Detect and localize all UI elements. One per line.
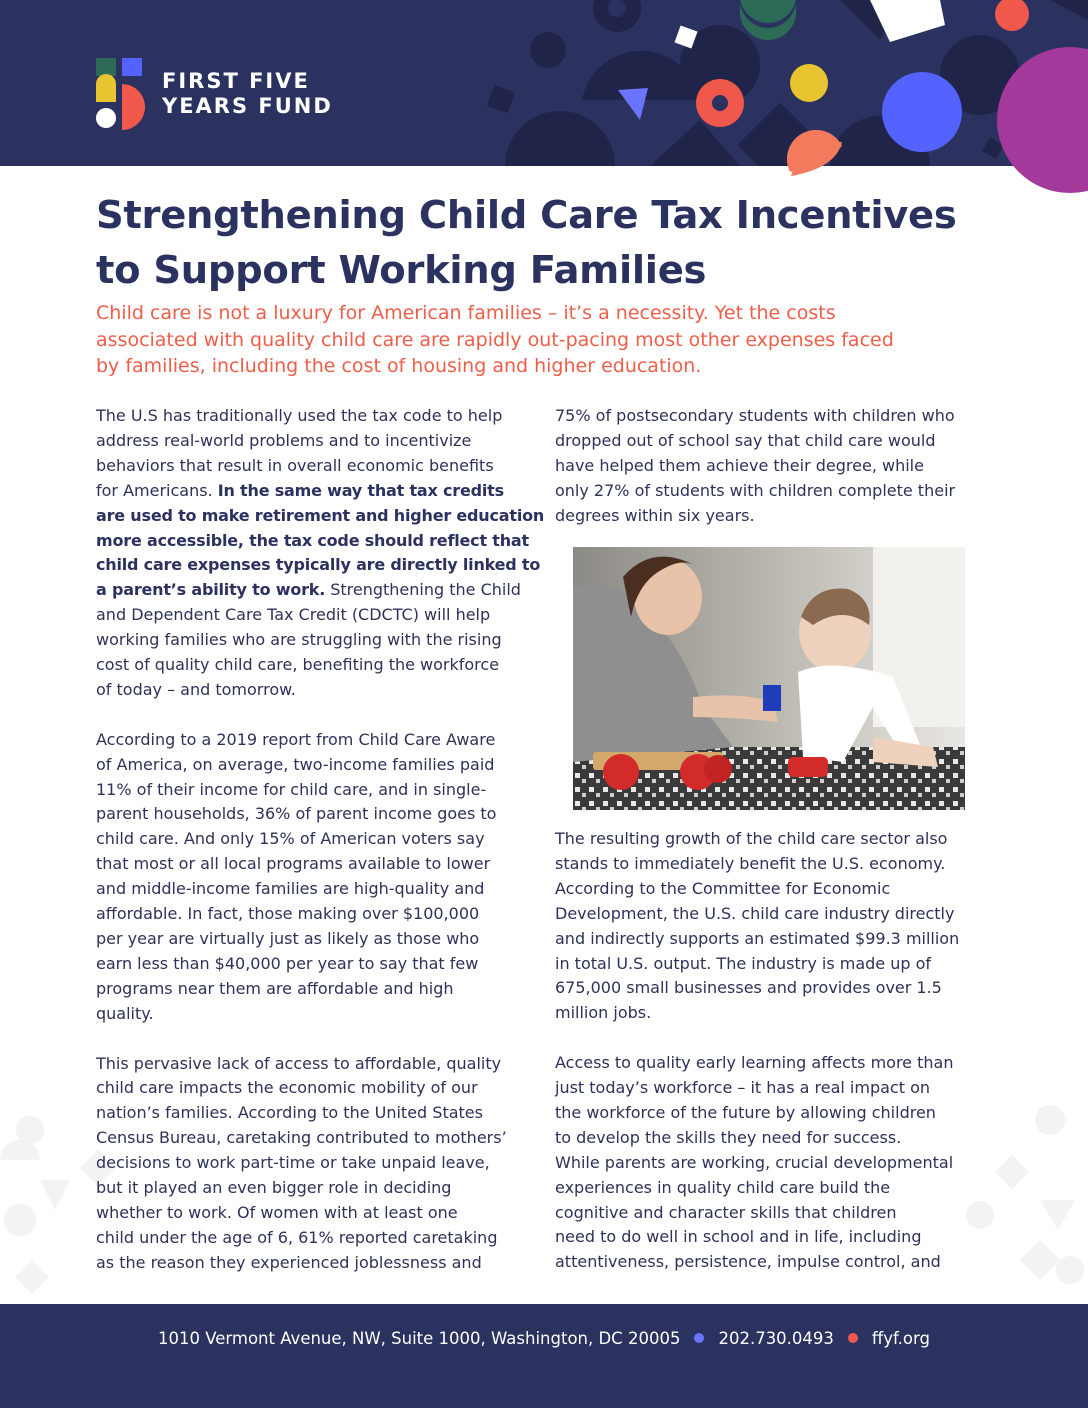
text-line [96, 529, 536, 554]
text-line: stands to immediately benefit the U.S. economy. [555, 853, 946, 873]
text-line: cognitive and character skills that children [555, 1202, 897, 1222]
text-line: million jobs. [555, 1003, 652, 1023]
bold-text: are used to make retirement and higher education [96, 505, 545, 525]
separator-dot-icon [694, 1333, 704, 1343]
text-line [96, 479, 536, 504]
text-line: This pervasive lack of access to affordable, quality [96, 1053, 502, 1073]
left-column [96, 404, 545, 1276]
text-line: and Dependent Care Tax Credit (CDCTC) will help [96, 605, 491, 625]
logo-text-line1: FIRST FIVE [162, 69, 310, 93]
text-line: behaviors that result in overall economic benefits [96, 455, 494, 475]
text-line [96, 578, 536, 603]
subtitle-line3: by families, including the cost of housing and higher education. [96, 355, 702, 377]
bold-text: a parent’s ability to work. [96, 580, 326, 600]
page-title [96, 188, 1016, 298]
text-line: but it played an even bigger role in deciding [96, 1178, 452, 1198]
footer-website-link[interactable]: ffyf.org [871, 1329, 930, 1348]
text-line: parent households, 36% of parent income goes to [96, 804, 497, 824]
text-line: dropped out of school say that child care would [555, 430, 936, 450]
text-line: address real-world problems and to incentivize [96, 430, 472, 450]
bold-text: more accessible, the tax code should reflect that [96, 530, 529, 550]
text-line: child care impacts the economic mobility of our [96, 1078, 478, 1098]
separator-dot-icon [848, 1333, 858, 1343]
text-line: Access to quality early learning affects more than [555, 1053, 954, 1073]
mother-and-baby-photo [573, 547, 965, 810]
text-line: have helped them achieve their degree, while [555, 455, 924, 475]
logo-mark-icon [96, 58, 148, 130]
text-line: working families who are struggling with the rising [96, 630, 502, 650]
bold-text: child care expenses typically are directly linked to [96, 555, 541, 575]
text-line: child under the age of 6, 61% reported caretaking [96, 1227, 498, 1247]
right-column-top [555, 404, 995, 529]
text-line: cost of quality child care, benefiting the workforce [96, 655, 500, 675]
text-line: child care. And only 15% of American voters say [96, 829, 485, 849]
text-line: 75% of postsecondary students with children who [555, 406, 955, 425]
text-line: According to the Committee for Economic [555, 878, 891, 898]
text-run: Strengthening the Child [325, 580, 521, 600]
text-line: affordable. In fact, those making over $100,000 [96, 904, 480, 924]
text-line: degrees within six years. [555, 505, 755, 525]
text-line: earn less than $40,000 per year to say that few [96, 953, 479, 973]
text-line: Development, the U.S. child care industry directly [555, 903, 955, 923]
text-line: the workforce of the future by allowing children [555, 1102, 936, 1122]
footer-contact [0, 1327, 1088, 1351]
footer-address: 1010 Vermont Avenue, NW, Suite 1000, Washington, DC 20005 [158, 1329, 681, 1348]
title-line2: to Support Working Families [96, 248, 707, 293]
text-line: Census Bureau, caretaking contributed to mothers’ [96, 1128, 507, 1148]
text-line: and indirectly supports an estimated $99.3 million [555, 928, 960, 948]
text-line: of America, on average, two-income families paid [96, 754, 495, 774]
text-line: and middle-income families are high-quality and [96, 879, 485, 899]
text-line: whether to work. Of women with at least one [96, 1202, 458, 1222]
logo-text-line2: YEARS FUND [162, 94, 333, 118]
text-line: to develop the skills they need for success. [555, 1127, 902, 1147]
footer-phone[interactable]: 202.730.0493 [718, 1329, 834, 1348]
text-line [96, 504, 545, 529]
text-line [96, 553, 541, 578]
text-line: of today – and tomorrow. [96, 679, 296, 699]
logo [96, 58, 333, 130]
text-line: attentiveness, persistence, impulse control, and [555, 1252, 941, 1272]
subtitle-line2: associated with quality child care are rapidly out-pacing most other expenses faced [96, 328, 894, 351]
text-line: experiences in quality child care build the [555, 1177, 891, 1197]
title-line1: Strengthening Child Care Tax Incentives [96, 193, 957, 238]
footer [0, 1304, 1088, 1408]
text-line: 11% of their income for child care, and in single- [96, 779, 487, 799]
subtitle-line1: Child care is not a luxury for American families – it’s a necessity. Yet the costs [96, 302, 836, 324]
text-line: only 27% of students with children complete their [555, 480, 956, 500]
text-line: According to a 2019 report from Child Care Aware [96, 729, 496, 749]
bold-text: In the same way that tax credits [217, 480, 504, 500]
header-banner [0, 0, 1088, 166]
text-line: The resulting growth of the child care sector also [555, 829, 948, 848]
text-line: need to do well in school and in life, including [555, 1227, 922, 1247]
text-line: decisions to work part-time or take unpaid leave, [96, 1153, 490, 1173]
photo-illustration [573, 547, 965, 810]
right-column-bottom [555, 827, 995, 1275]
text-line: 675,000 small businesses and provides over 1.5 [555, 978, 942, 998]
subtitle [96, 300, 996, 380]
text-run: for Americans. [96, 480, 218, 500]
text-line: that most or all local programs available to lower [96, 854, 491, 874]
text-line: quality. [96, 1003, 154, 1023]
text-line: in total U.S. output. The industry is made up of [555, 953, 932, 973]
text-line: programs near them are affordable and high [96, 978, 454, 998]
text-line: per year are virtually just as likely as those who [96, 929, 480, 949]
text-line: as the reason they experienced joblessness and [96, 1252, 482, 1272]
text-line: nation’s families. According to the United States [96, 1103, 483, 1123]
text-line: just today’s workforce – it has a real impact on [555, 1078, 931, 1098]
text-line: The U.S has traditionally used the tax code to help [96, 406, 503, 425]
text-line: While parents are working, crucial developmental [555, 1152, 954, 1172]
